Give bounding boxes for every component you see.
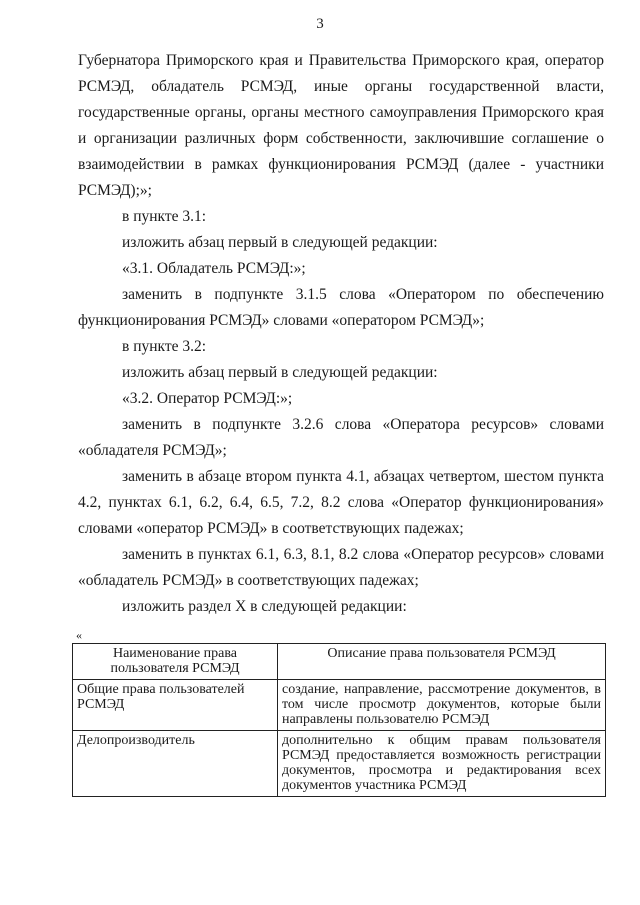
table-header-row: [73, 644, 606, 680]
table-header-cell: Описание права пользователя РСМЭД: [278, 644, 606, 680]
paragraph: изложить раздел X в следующей редакции:: [122, 598, 407, 615]
paragraph: «3.2. Оператор РСМЭД:»;: [122, 390, 293, 407]
right-name-cell: Общие права пользователей РСМЭД: [73, 680, 278, 731]
page-number: 3: [316, 16, 324, 32]
paragraph: изложить абзац первый в следующей редакции:: [122, 234, 438, 251]
paragraph: заменить в подпункте 3.2.6 слова «Оператора ресурсов» словами «обладателя РСМЭД»;: [78, 416, 604, 459]
paragraph: изложить абзац первый в следующей редакции:: [122, 364, 438, 381]
right-name-cell: Делопроизводитель: [73, 731, 278, 797]
paragraph: заменить в абзаце втором пункта 4.1, абзацах четвертом, шестом пункта 4.2, пунктах 6.1, 6.2, 6.4, 6.5, 7.2, 8.2 слова «Оператор функционирования» словами «оператор РСМЭД» в соответствующих падежах;: [78, 468, 604, 537]
opening-quote-mark: «: [76, 628, 82, 642]
document-body: [78, 48, 604, 620]
right-description-cell: дополнительно к общим правам пользователя РСМЭД предоставляется возможность регистрации документов, просмотра и редактирования всех документов участника РСМЭД: [278, 731, 606, 797]
paragraph: «3.1. Обладатель РСМЭД:»;: [122, 260, 306, 277]
user-rights-table: [72, 643, 606, 797]
paragraph: в пункте 3.2:: [122, 338, 207, 355]
paragraph: Губернатора Приморского края и Правительства Приморского края, оператор РСМЭД, обладатель РСМЭД, иные органы государственной власти, государственные органы, органы местного самоуправления Приморского края и организации различных форм собственности, заключившие соглашение о взаимодействии в рамках функционирования РСМЭД (далее - участники РСМЭД);»;: [78, 52, 604, 199]
paragraph: в пункте 3.1:: [122, 208, 207, 225]
paragraph: заменить в пунктах 6.1, 6.3, 8.1, 8.2 слова «Оператор ресурсов» словами «обладатель РСМЭД» в соответствующих падежах;: [78, 546, 604, 589]
table-header-cell: Наименование права пользователя РСМЭД: [73, 644, 278, 680]
paragraph: заменить в подпункте 3.1.5 слова «Оператором по обеспечению функционирования РСМЭД» словами «оператором РСМЭД»;: [78, 286, 604, 329]
table-row: [73, 731, 606, 797]
right-description-cell: создание, направление, рассмотрение документов, в том числе просмотр документов, которые были направлены пользователю РСМЭД: [278, 680, 606, 731]
table-row: [73, 680, 606, 731]
